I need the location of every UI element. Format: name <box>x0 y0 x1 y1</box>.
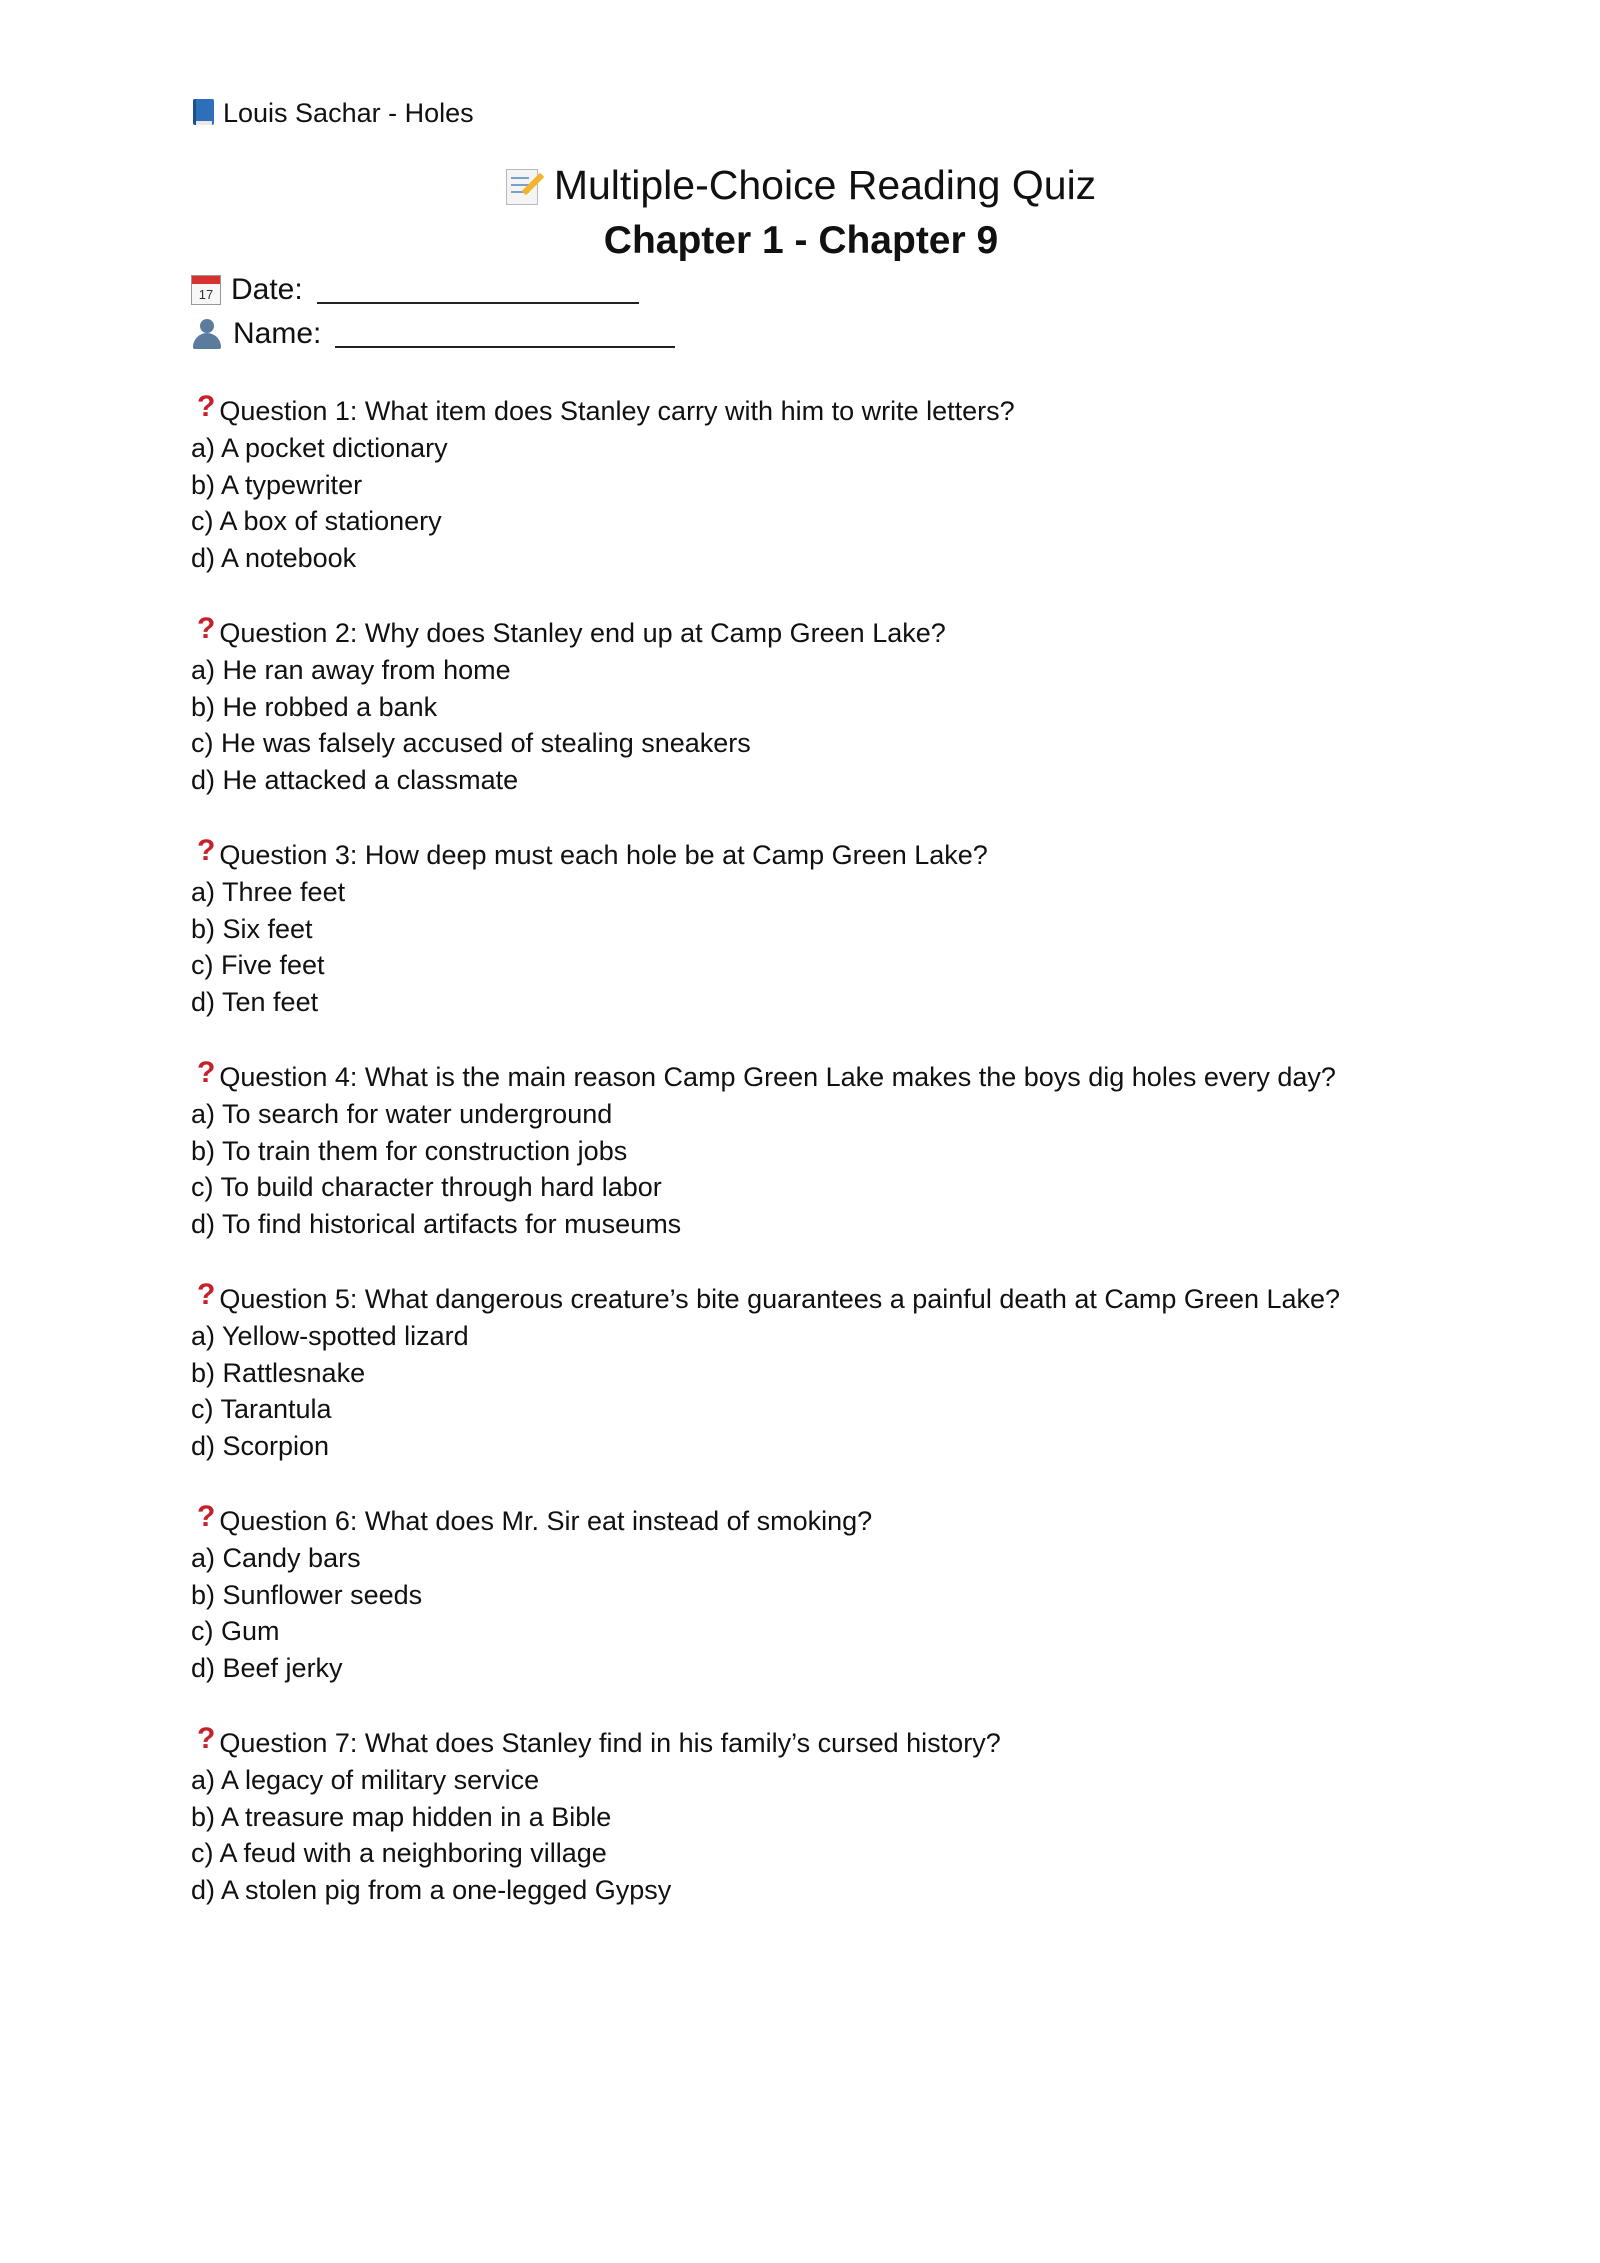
blue-book-icon <box>191 99 213 127</box>
question-4 <box>191 1058 1411 1242</box>
question-2-prompt-row <box>191 614 1411 652</box>
question-1-option-c: c) A box of stationery <box>191 506 442 536</box>
question-7-prompt-row <box>191 1724 1411 1762</box>
question-7-option-c: c) A feud with a neighboring village <box>191 1838 607 1868</box>
document-header <box>191 88 1411 138</box>
question-2-option-c: c) He was falsely accused of stealing sneakers <box>191 728 751 758</box>
question-mark-icon: ? <box>197 834 216 867</box>
question-4-option-d: d) To find historical artifacts for museums <box>191 1208 682 1239</box>
question-list <box>191 392 1411 1908</box>
question-mark-icon: ? <box>197 1278 216 1311</box>
question-6 <box>191 1502 1411 1686</box>
question-5-option-d: d) Scorpion <box>191 1430 330 1461</box>
question-4-option-a: a) To search for water underground <box>191 1099 613 1129</box>
question-3-option-c: c) Five feet <box>191 950 325 980</box>
question-7-option-d: d) A stolen pig from a one-legged Gypsy <box>191 1874 672 1905</box>
question-mark-icon: ? <box>197 612 216 645</box>
question-2 <box>191 614 1411 798</box>
question-7 <box>191 1724 1411 1908</box>
question-5-option-b: b) Rattlesnake <box>191 1357 366 1388</box>
question-5-prompt-row <box>191 1280 1411 1318</box>
question-4-option-c: c) To build character through hard labor <box>191 1172 662 1202</box>
date-field <box>191 268 1411 312</box>
question-1-option-a: a) A pocket dictionary <box>191 433 448 463</box>
name-field <box>191 312 1411 356</box>
question-3-prompt: Question 3: How deep must each hole be at Camp Green Lake? <box>219 839 988 870</box>
question-6-option-b: b) Sunflower seeds <box>191 1579 423 1610</box>
question-3 <box>191 836 1411 1020</box>
question-7-option-b: b) A treasure map hidden in a Bible <box>191 1801 612 1832</box>
question-1-prompt-row <box>191 392 1411 430</box>
question-2-prompt: Question 2: Why does Stanley end up at Camp Green Lake? <box>219 617 946 648</box>
person-icon <box>191 319 223 349</box>
question-3-option-a: a) Three feet <box>191 877 346 907</box>
question-5-option-c: c) Tarantula <box>191 1394 332 1424</box>
date-blank[interactable] <box>317 276 639 304</box>
question-2-option-d: d) He attacked a classmate <box>191 764 519 795</box>
book-title: Louis Sachar - Holes <box>223 97 474 128</box>
question-2-option-b: b) He robbed a bank <box>191 691 438 722</box>
question-4-option-b: b) To train them for construction jobs <box>191 1135 628 1166</box>
question-1-option-b: b) A typewriter <box>191 469 363 500</box>
question-6-prompt: Question 6: What does Mr. Sir eat instead of smoking? <box>219 1505 873 1536</box>
question-1 <box>191 392 1411 576</box>
question-6-prompt-row <box>191 1502 1411 1540</box>
question-6-option-a: a) Candy bars <box>191 1543 361 1573</box>
question-2-option-a: a) He ran away from home <box>191 655 511 685</box>
question-6-option-c: c) Gum <box>191 1616 280 1646</box>
question-mark-icon: ? <box>197 1056 216 1089</box>
quiz-page <box>191 88 1411 1946</box>
question-mark-icon: ? <box>197 1500 216 1533</box>
question-1-prompt: Question 1: What item does Stanley carry with him to write letters? <box>219 395 1015 426</box>
date-label: Date: <box>231 273 303 306</box>
question-3-option-b: b) Six feet <box>191 913 313 944</box>
question-mark-icon: ? <box>197 390 216 423</box>
chapter-range: Chapter 1 - Chapter 9 <box>603 219 999 262</box>
title-block <box>191 156 1411 268</box>
question-7-option-a: a) A legacy of military service <box>191 1765 540 1795</box>
quiz-title-text: Multiple-Choice Reading Quiz <box>553 161 1097 208</box>
calendar-icon: 17 <box>191 275 221 305</box>
quiz-title <box>506 156 1096 214</box>
question-3-option-d: d) Ten feet <box>191 986 319 1017</box>
question-3-prompt-row <box>191 836 1411 874</box>
question-5-option-a: a) Yellow-spotted lizard <box>191 1321 469 1351</box>
memo-icon <box>506 165 544 205</box>
question-mark-icon: ? <box>197 1722 216 1755</box>
question-6-option-d: d) Beef jerky <box>191 1652 343 1683</box>
question-5-prompt: Question 5: What dangerous creature’s bite guarantees a painful death at Camp Green Lake? <box>219 1283 1341 1314</box>
name-label: Name: <box>233 317 322 350</box>
question-1-option-d: d) A notebook <box>191 542 357 573</box>
question-4-prompt: Question 4: What is the main reason Camp Green Lake makes the boys dig holes every day? <box>219 1061 1336 1092</box>
question-7-prompt: Question 7: What does Stanley find in his family’s cursed history? <box>219 1727 1001 1758</box>
question-4-prompt-row <box>191 1058 1411 1096</box>
question-5 <box>191 1280 1411 1464</box>
name-blank[interactable] <box>335 320 675 348</box>
